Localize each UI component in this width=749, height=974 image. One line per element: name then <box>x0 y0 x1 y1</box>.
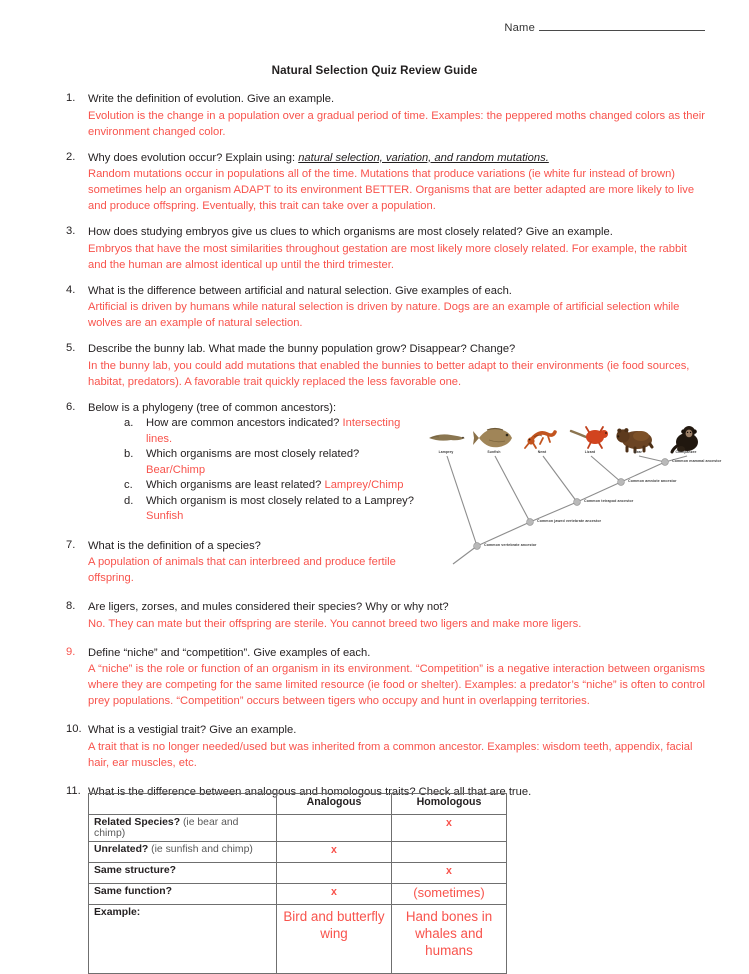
row-label-bold: Example: <box>94 907 141 918</box>
question-number-8: 8. <box>66 600 76 612</box>
cell-same-structure-homologous[interactable]: x <box>392 863 507 884</box>
sub-item-6d-answer: Sunfish <box>146 510 184 522</box>
taxon-label-newt: Newt <box>537 450 547 454</box>
taxon-bear <box>617 424 659 452</box>
sub-item-6b-answer: Bear/Chimp <box>146 463 206 476</box>
question-text-8: Are ligers, zorses, and mules considered their species? Why or why not? <box>88 601 449 613</box>
question-text-1: Write the definition of evolution. Give an example. <box>88 93 335 105</box>
question-number-10: 10. <box>66 723 82 735</box>
sub-item-6d-question: Which organism is most closely related to a Lamprey? <box>146 494 414 507</box>
row-label-unrelated <box>89 842 277 863</box>
phylogeny-diagram <box>425 424 749 570</box>
page-title: Natural Selection Quiz Review Guide <box>271 64 478 77</box>
sub-item-6d-label: d. <box>124 494 134 507</box>
taxon-label-lizard: Lizard <box>584 450 596 454</box>
row-label-bold: Unrelated? <box>94 844 149 855</box>
question-text-7: What is the definition of a species? <box>88 539 261 552</box>
question-item-5 <box>0 342 749 390</box>
answer-text-2: Random mutations occur in populations all of the time. Mutations that produce variations (ie white fur instead of brown) sometimes help an organism ADAPT to its environment BETTER. Organisms that are better adapted are more likely to live and produce offspring. Eventually, this trait can take over a population. <box>88 168 695 212</box>
cell-example-analogous[interactable]: Bird and butterfly wing <box>277 905 392 974</box>
node-label-vertebrate: Common vertebrate ancestor <box>484 543 537 547</box>
sub-item-6b-question: Which organisms are most closely related? <box>146 448 360 460</box>
name-blank-line[interactable] <box>539 19 705 31</box>
question-number-5: 5. <box>66 342 76 354</box>
table-header-row <box>89 794 507 815</box>
question-text-2-pre: Why does evolution occur? Explain using: <box>88 151 299 164</box>
analogous-homologous-table <box>88 793 507 974</box>
node-label-jawed-vertebrate: Common jawed vertebrate ancestor <box>537 519 602 523</box>
answer-text-9: A “niche” is the role or function of an organism in its environment. “Competition” is a negative interaction between organisms where they are competing for the same limited resource (ie food or shelter). Examples: a predator’s “niche” is often to control prey populations. “Competition” occurs between tigers who occupy and hunt in overlapping territories. <box>88 663 705 707</box>
taxon-label-chimpanzee: Chimpanzee <box>675 450 697 454</box>
question-text-4: What is the difference between artificial and natural selection. Give examples of each. <box>88 284 512 297</box>
taxon-lizard <box>569 424 611 452</box>
question-text-11: What is the difference between analogous and homologous traits? Check all that are true. <box>88 785 532 798</box>
row-label-example <box>89 905 277 974</box>
answer-text-10: A trait that is no longer needed/used but was inherited from a common ancestor. Examples: wisdom teeth, appendix, facial hair, ear muscles, etc. <box>88 740 693 769</box>
row-label-bold: Same function? <box>94 886 172 897</box>
sub-item-6a-answer: Intersecting lines. <box>146 417 401 445</box>
taxon-newt <box>521 424 563 452</box>
answer-text-5: In the bunny lab, you could add mutations that enabled the bunnies to better adapt to their environments (ie food sources, habitat, predators). A favorable trait quickly replaced the less favorable one. <box>88 359 690 388</box>
question-item-10 <box>0 723 749 771</box>
question-item-4 <box>0 284 749 332</box>
taxon-chimpanzee <box>665 424 707 452</box>
row-label-same-function <box>89 884 277 905</box>
cell-same-structure-analogous[interactable] <box>277 863 392 884</box>
sub-item-6a <box>88 416 419 447</box>
question-text-5: Describe the bunny lab. What made the bunny population grow? Disappear? Change? <box>88 343 516 355</box>
sub-item-6a-label: a. <box>124 417 134 429</box>
cell-same-function-analogous[interactable]: x <box>277 884 392 905</box>
name-field-row <box>504 19 705 34</box>
question-number-6: 6. <box>66 400 76 413</box>
question-item-9 <box>0 646 749 710</box>
table-header-analogous: Analogous <box>277 794 392 815</box>
question-text-2-emphasis: natural selection, variation, and random mutations. <box>298 151 549 164</box>
sub-item-6c-answer: Lamprey/Chimp <box>324 479 404 491</box>
row-label-sub: (ie bear and chimp) <box>94 817 239 839</box>
node-label-mammal: Common mammal ancestor <box>672 459 722 463</box>
question-6-sublist <box>88 416 419 525</box>
table-row <box>89 884 507 905</box>
question-text-6: Below is a phylogeny (tree of common ancestors): <box>88 401 337 414</box>
row-label-sub: (ie sunfish and chimp) <box>148 844 253 855</box>
question-number-1: 1. <box>66 92 76 104</box>
taxon-label-bear: Bear <box>634 450 642 454</box>
sub-item-6c-label: c. <box>124 479 133 491</box>
question-number-9: 9. <box>66 645 76 658</box>
table-header-homologous: Homologous <box>392 794 507 815</box>
cell-example-homologous[interactable]: Hand bones in whales and humans <box>392 905 507 974</box>
taxon-label-sunfish: Sunfish <box>487 450 501 454</box>
question-number-3: 3. <box>66 225 76 237</box>
question-number-7: 7. <box>66 538 76 551</box>
row-label-bold: Related Species? <box>94 817 181 828</box>
node-label-amniote: Common amniote ancestor <box>628 479 677 483</box>
taxon-label-lamprey: Lamprey <box>438 450 454 454</box>
sub-item-6b <box>88 447 419 478</box>
taxon-lamprey <box>425 424 467 452</box>
table-row <box>89 905 507 974</box>
sub-item-6c <box>88 478 419 494</box>
question-number-4: 4. <box>66 283 76 296</box>
question-number-11: 11. <box>66 784 81 797</box>
question-item-2 <box>0 151 749 215</box>
row-label-related-species <box>89 815 277 842</box>
question-item-3 <box>0 225 749 273</box>
answer-text-1: Evolution is the change in a population over a gradual period of time. Examples: the peppered moths changed colors as their environment changed color. <box>88 109 705 138</box>
question-text-2 <box>88 151 705 167</box>
answer-text-7: A population of animals that can interbreed and produce fertile offspring. <box>88 556 396 584</box>
question-item-1 <box>0 92 749 140</box>
table-row <box>89 863 507 884</box>
question-item-8 <box>0 600 749 632</box>
question-text-3: How does studying embryos give us clues to which organisms are most closely related? Give an example. <box>88 226 613 238</box>
question-text-9: Define “niche” and “competition”. Give examples of each. <box>88 646 371 659</box>
row-label-same-structure <box>89 863 277 884</box>
answer-text-4: Artificial is driven by humans while natural selection is driven by nature. Dogs are an example of artificial selection while wolves are an example of natural selection. <box>88 301 680 329</box>
row-label-bold: Same structure? <box>94 865 176 876</box>
analogous-homologous-table-wrapper <box>88 793 506 974</box>
cell-related-species-analogous[interactable] <box>277 815 392 842</box>
table-row <box>89 842 507 863</box>
table-header-blank <box>89 794 277 815</box>
taxon-sunfish <box>473 424 515 452</box>
cell-same-function-homologous[interactable]: (sometimes) <box>392 884 507 905</box>
question-text-10: What is a vestigial trait? Give an example. <box>88 724 297 736</box>
table-row <box>89 815 507 842</box>
sub-item-6a-question: How are common ancestors indicated? <box>146 417 343 429</box>
answer-text-3: Embryos that have the most similarities throughout gestation are most likely more closely related. For example, the rabbit and the human are almost identical up until the third trimester. <box>88 242 687 271</box>
cell-unrelated-analogous[interactable]: x <box>277 842 392 863</box>
sub-item-6d <box>88 494 419 525</box>
answer-text-8: No. They can mate but their offspring are sterile. You cannot breed two ligers and make more ligers. <box>88 617 582 630</box>
question-number-2: 2. <box>66 150 76 163</box>
sub-item-6b-label: b. <box>124 448 134 460</box>
cell-unrelated-homologous[interactable] <box>392 842 507 863</box>
sub-item-6c-question: Which organisms are least related? <box>146 479 325 491</box>
node-label-tetrapod: Common tetrapod ancestor <box>584 499 634 503</box>
cell-related-species-homologous[interactable]: x <box>392 815 507 842</box>
name-label: Name <box>504 22 535 34</box>
